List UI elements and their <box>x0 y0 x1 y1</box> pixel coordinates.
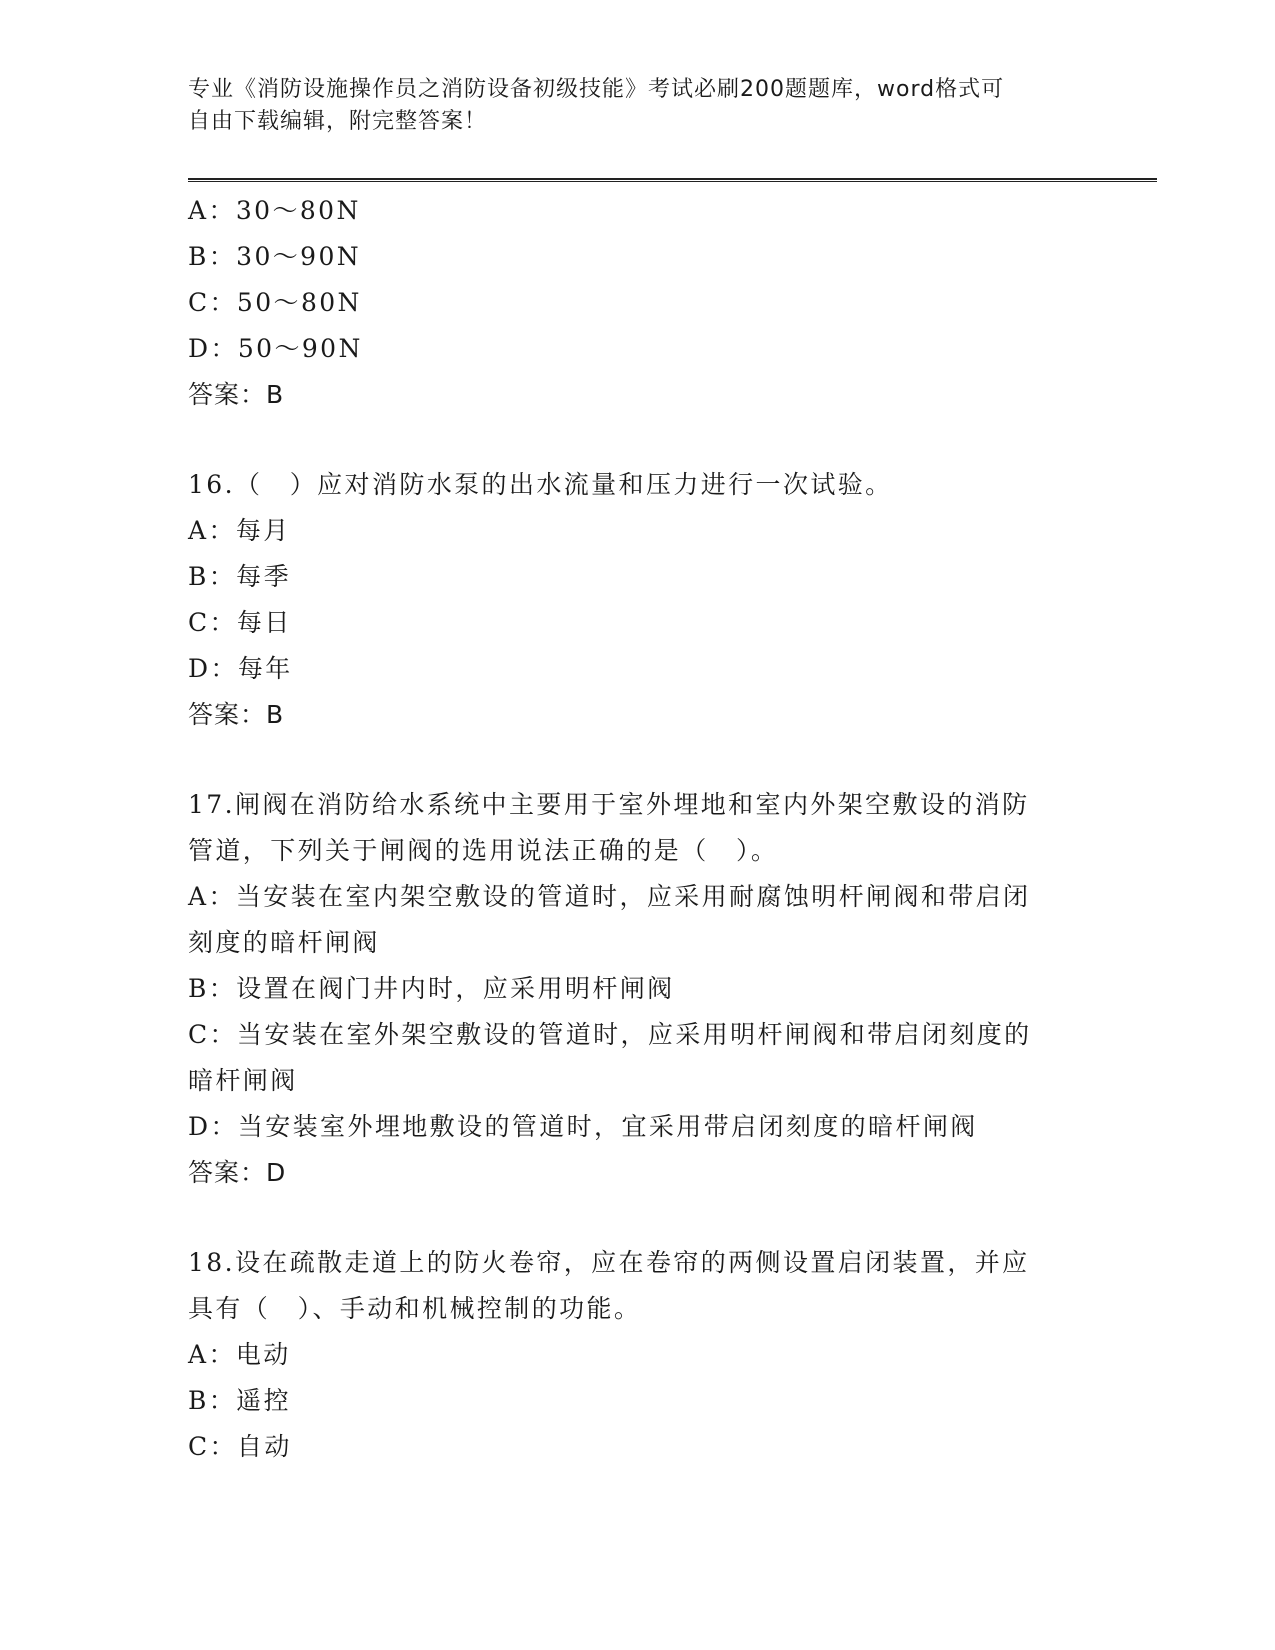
option-c-continued: 暗杆闸阀 <box>188 1066 298 1095</box>
option-a: A：当安装在室内架空敷设的管道时，应采用耐腐蚀明杆闸阀和带启闭 <box>188 882 1031 911</box>
option-c: C：50～80N <box>188 288 362 317</box>
option-b: B：设置在阀门井内时，应采用明杆闸阀 <box>188 974 675 1003</box>
option-b: B：每季 <box>188 562 291 591</box>
option-a: A：每月 <box>188 516 291 545</box>
header-divider <box>188 178 1157 182</box>
question-18 <box>188 1240 1088 1470</box>
option-d: D：每年 <box>188 654 293 683</box>
document-header <box>188 74 1068 138</box>
question-spacer <box>188 1196 1088 1240</box>
option-a: A：电动 <box>188 1340 291 1369</box>
option-d: D：当安装室外埋地敷设的管道时，宜采用带启闭刻度的暗杆闸阀 <box>188 1112 978 1141</box>
option-c: C：自动 <box>188 1432 292 1461</box>
question-16 <box>188 462 1088 738</box>
question-stem-line: 具有（ ）、手动和机械控制的功能。 <box>188 1294 642 1323</box>
header-line: 自由下载编辑，附完整答案！ <box>188 109 488 134</box>
option-c: C：当安装在室外架空敷设的管道时，应采用明杆闸阀和带启闭刻度的 <box>188 1020 1032 1049</box>
question-15 <box>188 188 1088 418</box>
option-c: C：每日 <box>188 608 292 637</box>
question-spacer <box>188 418 1088 462</box>
option-a: A：30～80N <box>188 196 361 225</box>
question-stem-line: 17.闸阀在消防给水系统中主要用于室外埋地和室内外架空敷设的消防 <box>188 790 1030 819</box>
question-stem-line: 18.设在疏散走道上的防火卷帘，应在卷帘的两侧设置启闭装置，并应 <box>188 1248 1030 1277</box>
question-list <box>188 188 1088 1470</box>
option-a-continued: 刻度的暗杆闸阀 <box>188 928 380 957</box>
option-b: B：30～90N <box>188 242 362 271</box>
question-spacer <box>188 738 1088 782</box>
answer: 答案：B <box>188 380 285 409</box>
header-line: 专业《消防设施操作员之消防设备初级技能》考试必刷200题题库，word格式可 <box>188 77 1005 102</box>
question-stem: 16.（ ）应对消防水泵的出水流量和压力进行一次试验。 <box>188 470 893 499</box>
answer: 答案：D <box>188 1158 287 1187</box>
question-17 <box>188 782 1088 1196</box>
option-d: D：50～90N <box>188 334 363 363</box>
question-stem-line: 管道，下列关于闸阀的选用说法正确的是（ ）。 <box>188 836 779 865</box>
answer: 答案：B <box>188 700 285 729</box>
option-b: B：遥控 <box>188 1386 291 1415</box>
